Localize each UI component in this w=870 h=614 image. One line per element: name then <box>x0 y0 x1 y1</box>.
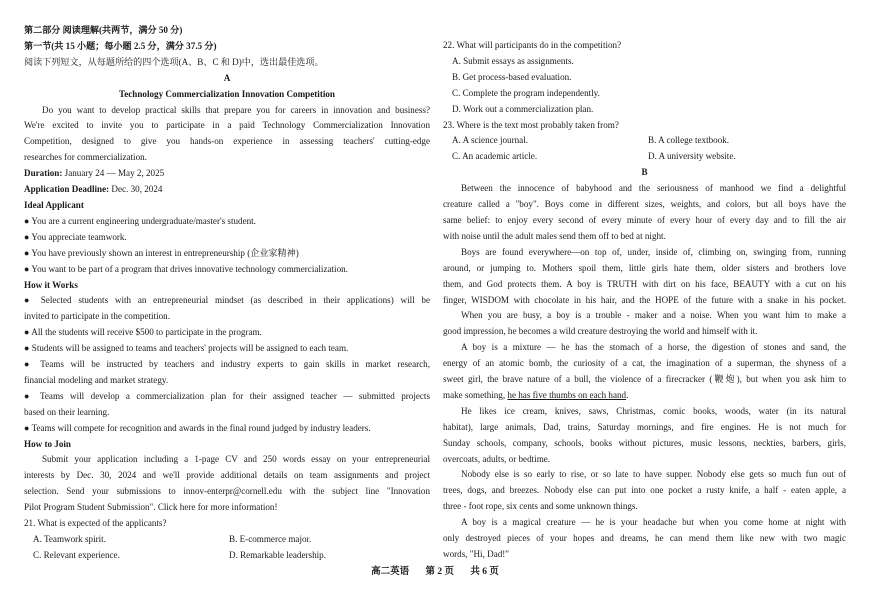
option-22-b: B. Get process-based evaluation. <box>452 71 572 82</box>
how-it-works-heading: How it Works <box>24 279 78 290</box>
join-line: selection. Send your submissions to innov-enterpr@cornell.edu with the subject line "Innovation <box>24 486 430 497</box>
paragraph-line: around, or jumping to. Mothers spoil them, little girls hate them, older sisters and brothers love <box>443 262 846 273</box>
how-line: ● All the students will receive $500 to participate in the program. <box>24 327 262 338</box>
footer-page-number: 第 2 页 <box>425 567 454 577</box>
paragraph-line: same belief: to enjoy every second of every minute of every hour of every day and to fill the air <box>443 214 846 225</box>
paragraph-line: three - foot rope, six cents and some unknown things. <box>443 501 638 512</box>
option-21-d: D. Remarkable leadership. <box>229 549 326 560</box>
duration-label: Duration: <box>24 168 63 179</box>
option-22-d: D. Work out a commercialization plan. <box>452 103 594 114</box>
paragraph-line: with noise until the adult males send them off to bed at night. <box>443 230 666 241</box>
option-21-c: C. Relevant experience. <box>33 549 120 560</box>
section-title: 第二部分 阅读理解(共两节，满分 50 分) <box>24 25 183 35</box>
ideal-item: ● You have previously shown an interest in entrepreneurship (企业家精神) <box>24 247 299 258</box>
how-line: ● Teams will be instructed by teachers and industry experts to gain skills in market research, <box>24 359 430 370</box>
paragraph-line: Sunday schools, company, schools, books without pictures, music lessons, neckties, barbers, girls, <box>443 437 846 448</box>
how-line: invited to participate in the competition. <box>24 311 170 322</box>
paragraph-line: only destroyed pieces of your hopes and dreams, he can mend them like new with two magic <box>443 533 846 544</box>
how-line: ● Teams will compete for recognition and awards in the final round judged by industry leaders. <box>24 422 371 433</box>
option-22-a: A. Submit essays as assignments. <box>452 55 574 66</box>
instructions: 阅读下列短文，从每题所给的四个选项(A、B、C 和 D)中，选出最佳选项。 <box>24 56 324 67</box>
how-line: based on their learning. <box>24 406 110 417</box>
question-21-options-row <box>24 532 430 548</box>
deadline <box>24 182 430 198</box>
paragraph-line: A boy is a mixture — he has the stomach of a horse, the digestion of stones and sand, the <box>461 342 846 353</box>
paragraph-line: good impression, he becomes a wild creature destroying the world and himself with it. <box>443 326 758 337</box>
ideal-item: ● You appreciate teamwork. <box>24 231 127 242</box>
paragraph-line: creature called a "boy". Boys come in different sizes, weights, and colors, but all boys have the <box>443 199 846 210</box>
ideal-item: ● You are a current engineering undergraduate/master's student. <box>24 215 256 226</box>
left-column <box>24 0 430 564</box>
paragraph-line: Boys are found everywhere—on top of, under, inside of, climbing on, swinging from, running <box>461 246 846 257</box>
join-line: Pilot Program Student Submission". Click here for more information! <box>24 502 278 513</box>
paragraph-line: them, and God protects them. A boy is TRUTH with dirt on his face, BEAUTY with a cut on his <box>443 278 846 289</box>
option-23-a: A. A science journal. <box>452 135 529 146</box>
question-23-options-row <box>443 133 846 149</box>
paragraph-line: energy of an atomic bomb, the curiosity of a cat, the imagination of a superman, the shyness of a <box>443 358 846 369</box>
option-22-c: C. Complete the program independently. <box>452 87 600 98</box>
right-column <box>443 0 846 563</box>
paragraph-line: overcoats, adults, or bedtime. <box>443 453 551 464</box>
question-21-options-row <box>24 548 430 564</box>
duration-value: January 24 — May 2, 2025 <box>62 168 165 179</box>
question-23-options-row <box>443 149 846 165</box>
paragraph-line: trees, dogs, and breezes. Nobody else can put into one pocket a rusty knife, a half - eaten apple, a <box>443 485 846 496</box>
paragraph-line: finger, WISDOM with chocolate in his hair, and the HOPE of the future with a snake in his pocket. <box>443 294 846 305</box>
how-line: ● Students will be assigned to teams and teachers' projects will be assigned to each team. <box>24 343 349 354</box>
option-21-a: A. Teamwork spirit. <box>33 534 106 544</box>
paragraph-line: Between the innocence of babyhood and the seriousness of manhood we find a delightful <box>461 183 846 194</box>
paragraph-line: sweet girl, the brave nature of a bull, the violence of a firecracker (鞭炮), but when you ask him to <box>443 374 846 385</box>
ideal-item: ● You want to be part of a program that drives innovative technology commercialization. <box>24 263 348 274</box>
underlined-phrase: he has five thumbs on each hand <box>507 389 627 400</box>
intro-line: We're excited to invite you to participate in a paid Technology Commercialization Innovation <box>24 120 430 131</box>
footer-subject: 高二英语 <box>371 567 410 577</box>
option-23-d: D. A university website. <box>648 151 736 162</box>
join-line: Submit your application including a 1-page CV and 250 words essay on your entrepreneurial <box>42 454 430 465</box>
paragraph-line: A boy is a magical creature — he is your headache but when you come home at night with <box>461 517 846 528</box>
ideal-applicant-heading: Ideal Applicant <box>24 199 84 210</box>
passage-a-title: Technology Commercialization Innovation Competition <box>119 88 335 99</box>
line-suffix: . <box>626 389 629 400</box>
subsection-title: 第一节(共 15 小题；每小题 2.5 分，满分 37.5 分) <box>24 40 217 51</box>
passage-a-letter: A <box>223 72 231 83</box>
question-23-stem: 23. Where is the text most probably taken from? <box>443 119 619 130</box>
question-22-stem: 22. What will participants do in the competition? <box>443 40 622 50</box>
option-23-c: C. An academic article. <box>452 151 538 162</box>
deadline-value: Dec. 30, 2024 <box>109 184 163 195</box>
option-21-b: B. E-commerce major. <box>229 534 312 544</box>
paragraph-line: Nobody else is so early to rise, or so late to have supper. Nobody else gets so much fun out of <box>461 469 846 480</box>
how-line: ● Selected students with an entrepreneurial mindset (as described in their applications) will be <box>24 295 430 306</box>
duration <box>24 166 430 182</box>
how-to-join-heading: How to Join <box>24 438 71 449</box>
paragraph-line: He likes ice cream, knives, saws, Christmas, comic books, woods, water (in its natural <box>461 405 846 416</box>
question-21-stem: 21. What is expected of the applicants? <box>24 518 167 529</box>
paragraph-line: habitat), large animals, Dad, trains, Saturday mornings, and fire engines. He is not much for <box>443 421 846 432</box>
intro-line: Competition, designed to give you hands-on experience in assessing teachers' cutting-edge <box>24 136 430 147</box>
paragraph-line: words, "Hi, Dad!" <box>443 549 510 559</box>
line-prefix: make something, <box>443 389 508 400</box>
join-line: interests by Dec. 30, 2024 and we'll provide additional details on team assignments and project <box>24 470 430 481</box>
how-line: financial modeling and market strategy. <box>24 374 169 385</box>
intro-line: researches for commercialization. <box>24 152 147 163</box>
paragraph-line: When you are busy, a boy is a trouble - maker and a noise. When you want him to make a <box>461 310 846 321</box>
passage-b-letter: B <box>641 167 648 178</box>
intro-line: Do you want to develop practical skills that prepare you for careers in innovation and business? <box>42 104 430 115</box>
paragraph-line <box>443 388 846 404</box>
how-line: ● Teams will develop a commercialization plan for their assigned teacher — submitted projects <box>24 390 430 401</box>
deadline-label: Application Deadline: <box>24 184 110 195</box>
page-footer <box>0 565 870 579</box>
footer-total-pages: 共 6 页 <box>470 567 499 577</box>
option-23-b: B. A college textbook. <box>648 135 730 146</box>
